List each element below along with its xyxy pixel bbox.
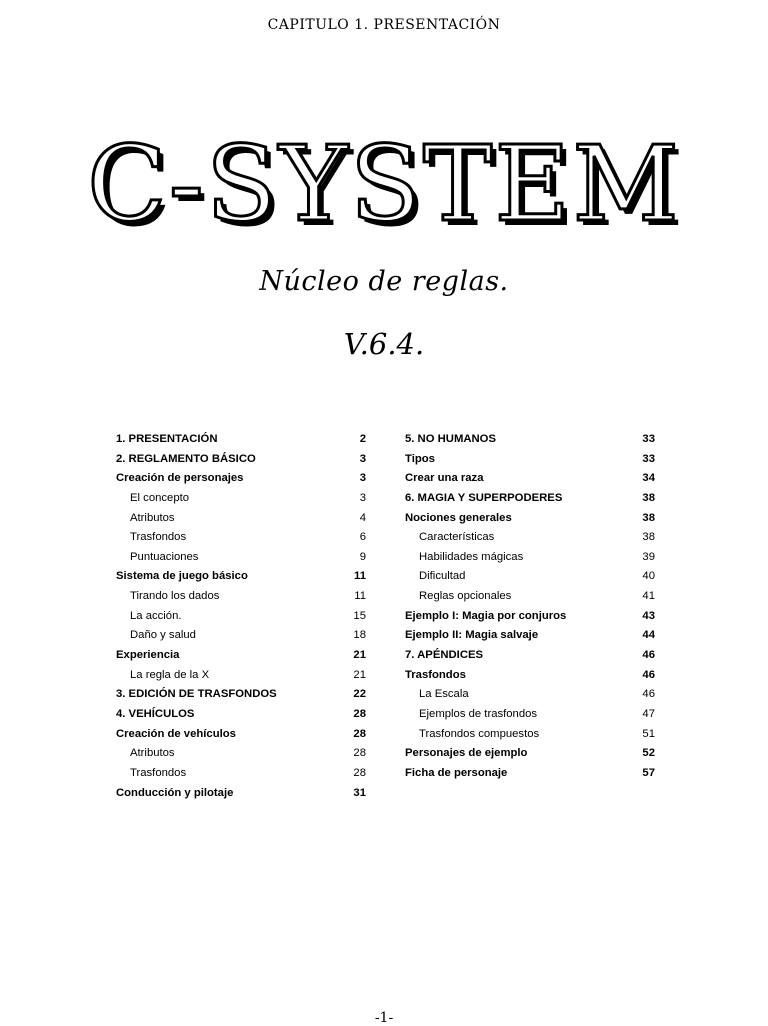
toc-entry-page: 28: [353, 766, 366, 779]
toc-entry-label: 2. REGLAMENTO BÁSICO: [116, 452, 256, 465]
toc-entry[interactable]: [405, 430, 655, 450]
toc-entry[interactable]: [116, 744, 366, 764]
toc-entry[interactable]: [405, 646, 655, 666]
toc-entry-page: 38: [642, 511, 655, 524]
toc-entry-page: 18: [353, 629, 366, 642]
toc-entry-label: Creación de vehículos: [116, 727, 236, 740]
toc-entry-label: Ejemplos de trasfondos: [419, 707, 538, 720]
toc-entry[interactable]: [116, 567, 366, 587]
toc-entry[interactable]: [116, 430, 366, 450]
toc-entry[interactable]: [405, 528, 655, 548]
toc-entry[interactable]: [405, 666, 655, 686]
toc-entry[interactable]: [116, 764, 366, 784]
toc-entry-label: Trasfondos: [405, 668, 466, 681]
toc-entry[interactable]: [405, 587, 655, 607]
toc-entry-label: 7. APÉNDICES: [405, 649, 484, 662]
toc-entry-label: Ejemplo I: Magia por conjuros: [405, 609, 567, 622]
toc-entry-page: 28: [353, 707, 366, 720]
toc-entry-page: 46: [642, 649, 655, 662]
toc-entry-label: Tirando los dados: [130, 590, 220, 603]
toc-entry-page: 38: [642, 491, 655, 504]
toc-entry-page: 33: [642, 452, 655, 465]
toc-entry-label: Trasfondos compuestos: [419, 727, 540, 740]
toc-entry-label: Conducción y pilotaje: [116, 786, 234, 799]
toc-entry-page: 46: [642, 688, 655, 701]
toc-entry[interactable]: [116, 509, 366, 529]
toc-entry-page: 44: [642, 629, 655, 642]
toc-entry-page: 39: [642, 550, 655, 563]
toc-entry[interactable]: [116, 450, 366, 470]
toc-entry-label: 4. VEHÍCULOS: [116, 707, 195, 720]
toc-entry-page: 28: [353, 747, 366, 760]
toc-entry-page: 28: [353, 727, 366, 740]
running-header: CAPITULO 1. PRESENTACIÓN: [267, 17, 501, 33]
toc-right-column: [405, 430, 655, 784]
toc-entry[interactable]: [116, 725, 366, 745]
toc-entry[interactable]: [405, 705, 655, 725]
toc-entry-page: 6: [359, 531, 366, 544]
toc-entry-page: 22: [353, 688, 366, 701]
toc-entry[interactable]: [405, 607, 655, 627]
toc-entry-label: La regla de la X: [130, 668, 210, 681]
toc-entry-label: Habilidades mágicas: [419, 550, 524, 563]
toc-entry[interactable]: [116, 607, 366, 627]
toc-entry-label: 3. EDICIÓN DE TRASFONDOS: [116, 688, 277, 701]
toc-entry-label: Atributos: [130, 511, 175, 524]
toc-entry[interactable]: [405, 548, 655, 568]
toc-entry[interactable]: [116, 646, 366, 666]
toc-entry-page: 38: [642, 531, 655, 544]
toc-entry-page: 31: [353, 786, 366, 799]
toc-entry-page: 51: [642, 727, 655, 740]
toc-entry-label: Tipos: [405, 452, 435, 465]
toc-entry[interactable]: [405, 509, 655, 529]
toc-entry-page: 3: [359, 452, 366, 465]
toc-entry[interactable]: [116, 528, 366, 548]
toc-entry-label: La Escala: [419, 688, 469, 701]
cover-version: V.6.4.: [343, 327, 425, 361]
toc-entry-label: La acción.: [130, 609, 182, 622]
toc-entry-label: 1. PRESENTACIÓN: [116, 433, 218, 445]
toc-entry[interactable]: [405, 764, 655, 784]
toc-entry-label: 6. MAGIA Y SUPERPODERES: [405, 491, 563, 504]
toc-entry-label: Daño y salud: [130, 629, 196, 642]
toc-entry-page: 57: [642, 766, 655, 779]
toc-entry-label: Trasfondos: [130, 766, 187, 779]
page-number: -1-: [374, 1010, 394, 1026]
toc-entry-page: 15: [353, 609, 366, 622]
toc-entry[interactable]: [405, 567, 655, 587]
toc-entry-label: Dificultad: [419, 570, 466, 583]
toc-entry-label: Experiencia: [116, 649, 180, 662]
toc-entry-label: Crear una raza: [405, 472, 484, 485]
toc-entry[interactable]: [116, 548, 366, 568]
toc-entry-page: 33: [642, 433, 655, 445]
toc-entry-label: Características: [419, 531, 495, 544]
toc-entry[interactable]: [116, 666, 366, 686]
toc-entry[interactable]: [405, 626, 655, 646]
toc-entry-page: 2: [359, 433, 366, 445]
toc-entry-page: 3: [359, 472, 366, 485]
cover-title: C-SYSTEM: [87, 123, 681, 245]
toc-entry-label: Creación de personajes: [116, 472, 244, 485]
toc-entry[interactable]: [116, 587, 366, 607]
toc-entry-page: 43: [642, 609, 655, 622]
toc-left-column: [116, 430, 366, 803]
toc-entry[interactable]: [116, 489, 366, 509]
toc-entry[interactable]: [116, 685, 366, 705]
toc-entry[interactable]: [116, 626, 366, 646]
toc-entry[interactable]: [116, 784, 366, 804]
toc-entry-label: El concepto: [130, 491, 190, 504]
toc-entry-label: Ficha de personaje: [405, 766, 508, 779]
toc-entry[interactable]: [116, 469, 366, 489]
toc-entry-label: Personajes de ejemplo: [405, 747, 528, 760]
toc-entry-label: Ejemplo II: Magia salvaje: [405, 629, 539, 642]
toc-entry-page: 3: [359, 491, 366, 504]
toc-entry-page: 9: [359, 550, 366, 563]
toc-entry-page: 46: [642, 668, 655, 681]
toc-entry[interactable]: [116, 705, 366, 725]
toc-entry[interactable]: [405, 450, 655, 470]
toc-entry-page: 4: [359, 511, 366, 524]
toc-entry-page: 11: [354, 590, 366, 603]
toc-entry-page: 47: [642, 707, 655, 720]
toc-entry-page: 21: [353, 668, 366, 681]
toc-entry-page: 11: [354, 570, 366, 583]
toc-entry-label: Sistema de juego básico: [116, 570, 248, 583]
toc-entry-label: 5. NO HUMANOS: [405, 433, 497, 445]
toc-entry-page: 52: [642, 747, 655, 760]
toc-entry[interactable]: [405, 489, 655, 509]
toc-entry-page: 41: [642, 590, 655, 603]
cover-subtitle: Núcleo de reglas.: [259, 266, 509, 297]
toc-entry[interactable]: [405, 469, 655, 489]
toc-entry-page: 40: [642, 570, 655, 583]
toc-entry-label: Nociones generales: [405, 511, 512, 524]
toc-entry-label: Atributos: [130, 747, 175, 760]
toc-entry-label: Trasfondos: [130, 531, 187, 544]
toc-entry-label: Puntuaciones: [130, 550, 199, 563]
toc-entry[interactable]: [405, 685, 655, 705]
toc-entry[interactable]: [405, 744, 655, 764]
toc-entry[interactable]: [405, 725, 655, 745]
toc-entry-page: 21: [353, 649, 366, 662]
toc-entry-label: Reglas opcionales: [419, 590, 512, 603]
toc-entry-page: 34: [642, 472, 655, 485]
